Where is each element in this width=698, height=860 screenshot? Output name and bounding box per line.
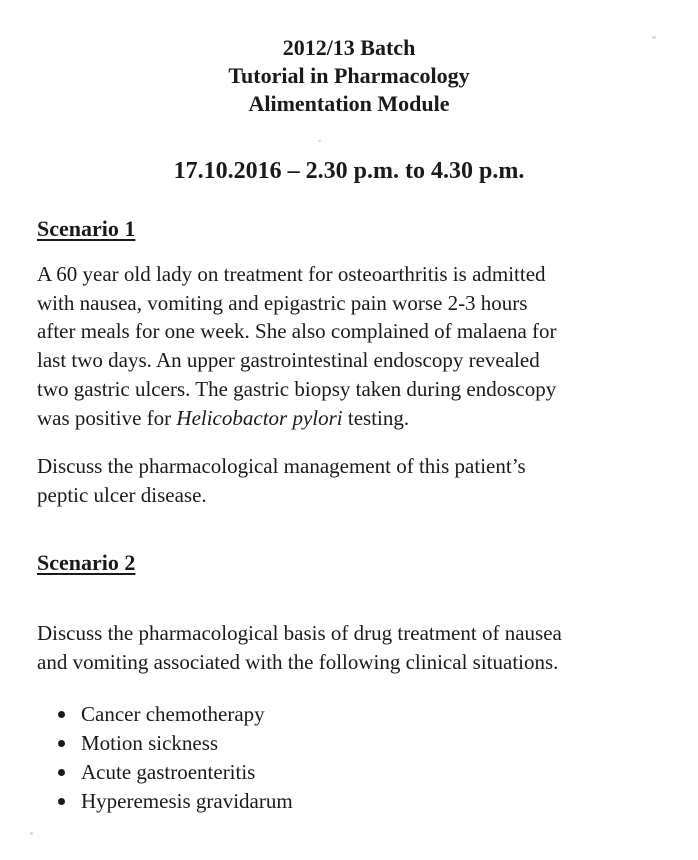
scan-speck [652,36,656,39]
batch-title: 2012/13 Batch [282,35,416,60]
text-segment: was positive for [37,405,177,430]
bullet-icon [58,711,65,718]
session-date: 17.10.2016 – 2.30 p.m. to 4.30 p.m. [173,158,525,184]
tutorial-title: Tutorial in Pharmacology [228,63,470,88]
scenario-2-text [37,619,677,676]
bullet-icon [58,769,65,776]
text-segment: testing. [342,405,410,430]
bullet-icon [58,798,65,805]
scenario-2-line: Discuss the pharmacological basis of drug treatment of nausea [37,621,562,645]
list-item-label: Hyperemesis gravidarum [81,789,293,813]
list-item [58,787,293,816]
list-item [58,729,293,758]
scenario-1-heading: Scenario 1 [37,216,136,241]
bullet-icon [58,740,65,747]
list-item-label: Cancer chemotherapy [81,702,265,726]
scenario-1-line: last two days. An upper gastrointestinal endoscopy revealed [37,348,540,373]
scenario-1-line: A 60 year old lady on treatment for osteoarthritis is admitted [37,262,546,286]
list-item-label: Motion sickness [81,731,219,755]
scenario-1-line-last [37,404,677,433]
question-line: Discuss the pharmacological management of this patient’s [37,454,526,478]
question-line: peptic ulcer disease. [37,482,207,507]
module-title: Alimentation Module [248,91,450,116]
scan-speck [318,140,321,142]
organism-name: Helicobactor pylori [176,405,343,430]
scenario-1-line: two gastric ulcers. The gastric biopsy taken during endoscopy [37,376,557,401]
scenario-1-question [37,452,677,509]
list-item [58,700,293,729]
document-header [0,34,698,118]
clinical-situations-list [58,700,293,816]
scenario-1-line: with nausea, vomiting and epigastric pain worse 2-3 hours [37,290,528,315]
scan-speck [30,832,33,835]
scenario-1-text [37,260,677,432]
scenario-1-line: after meals for one week. She also complained of malaena for [37,319,557,344]
scenario-2-line: and vomiting associated with the following clinical situations. [37,649,559,674]
list-item [58,758,293,787]
list-item-label: Acute gastroenteritis [81,760,256,784]
scenario-2-heading: Scenario 2 [37,550,136,575]
